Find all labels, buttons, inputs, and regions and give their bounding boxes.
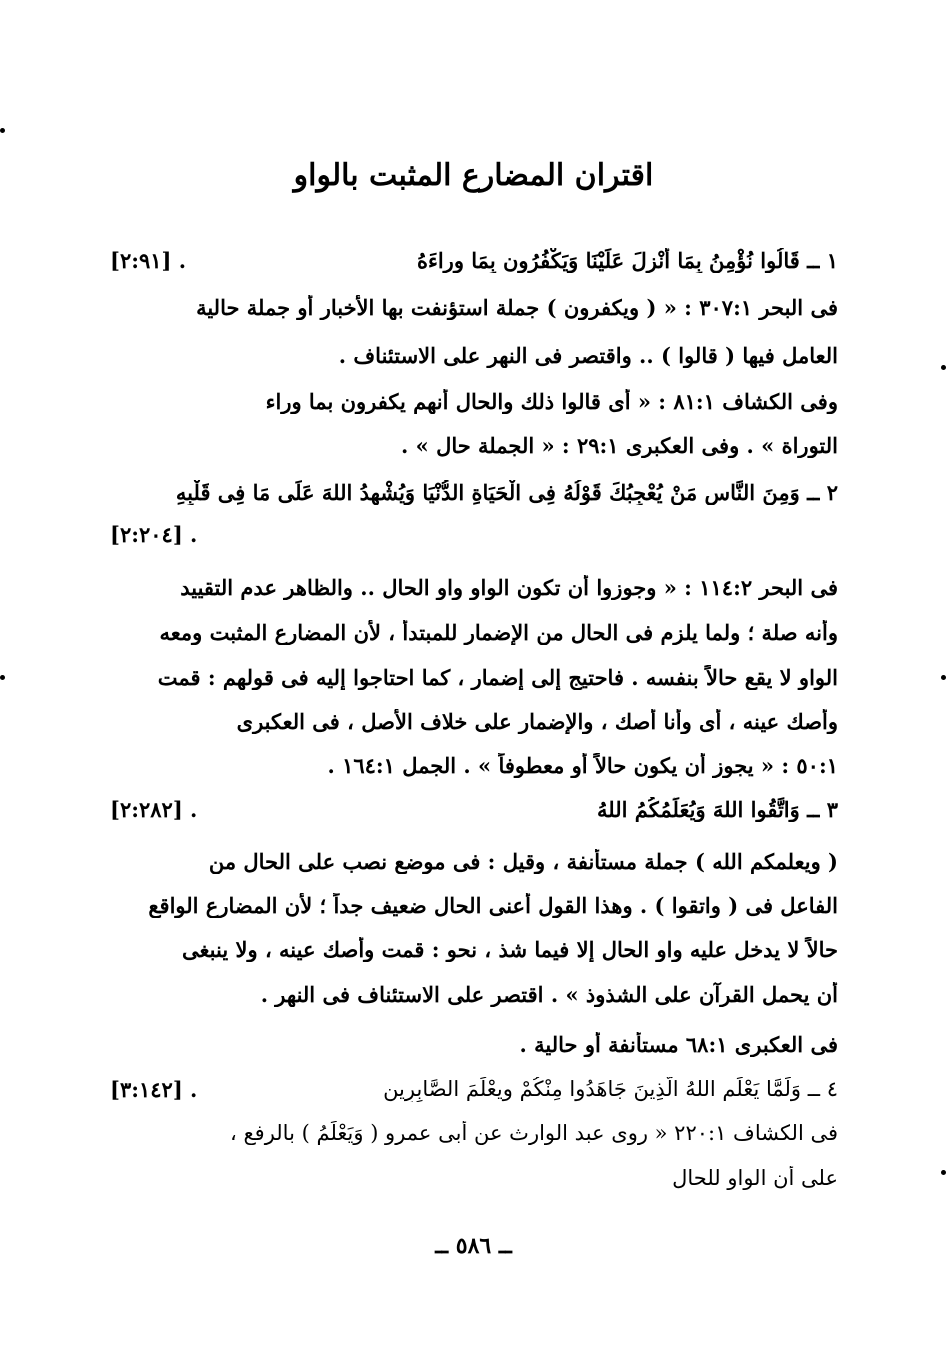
verse-reference: [٢:٢٨٢] . [110,797,198,822]
scan-mark [941,675,946,680]
text-line: وفى الكشاف ٨١:١ : « أى قالوا ذلك والحال أنهم يكفرون بما وراء [265,389,838,414]
verse-text: ١ ــ قَالُوا نُؤْمِنُ بِمَا أُنْزِلَ عَلَيْنَا وَيَكْفُرُون بِمَا وراءَهُ [416,248,838,273]
text-line: فى الكشاف ٢٢٠:١ « روى عبد الوارث عن أبى عمرو ( وَيَعْلَمُ ) بالرفع ، [230,1121,838,1145]
scan-mark [941,1170,946,1175]
verse-line [110,1077,838,1102]
verse-reference-text: [٢:٢٠٤] . [110,522,198,547]
text-line: على أن الواو للحال [672,1166,838,1190]
page-title: اقتران المضارع المثبت بالواو [293,158,654,193]
text-line: فى البحر ١١٤:٢ : « وجوزوا أن تكون الواو واو الحال .. والظاهر عدم التقييد [180,575,838,600]
page-number: ــ ٥٨٦ ــ [435,1233,512,1259]
verse-reference [110,522,838,547]
text-line: وأنه صلة ؛ ولما يلزم فى الحال من الإضمار للمبتدأ ، لأن المضارع المثبت ومعه [159,620,838,645]
text-line: الفاعل فى ( واتقوا ) . وهذا القول أعنى الحال ضعيف جداً ؛ لأن المضارع الواقع [148,893,838,918]
scan-mark [941,365,946,370]
scan-mark [0,675,5,680]
text-line: أن يحمل القرآن على الشذوذ » . اقتصر على الاستئناف فى النهر . [260,982,838,1007]
text-line: حالاً لا يدخل عليه واو الحال إلا فيما شذ ، نحو : قمت وأصك عينه ، ولا ينبغى [182,937,838,962]
text-line: العامل فيها ( قالوا ) .. واقتصر فى النهر على الاستئناف . [338,343,838,368]
verse-reference: [٣:١٤٢] . [110,1077,198,1102]
verse-text: ٤ ــ وَلَمَّا يَعْلَم اللهُ الَّذِينَ جَاهَدُوا مِنْكُمْ ويعْلَمَ الصَّابِرِين [383,1077,838,1101]
text-line: ٥٠:١ : « يجوز أن يكون حالاً أو معطوفاً » . الجمل ١٦٤:١ . [327,753,838,778]
text-line: التوراة » . وفى العكبرى ٢٩:١ : « الجملة حال » . [401,433,838,458]
text-line: ( ويعلمكم الله ) جملة مستأنفة ، وقيل : فى موضع نصب على الحال من [208,849,838,874]
text-line: وأصك عينه ، أى وأنا أصك ، والإضمار على خلاف الأصل ، فى العكبرى [236,709,838,734]
verse-text: ٣ ــ وَاتَّقُوا اللهَ وَيُعَلِّمُكُمُ اللهُ [597,797,838,822]
verse-line: ٢ ــ وَمِنَ النَّاسِ مَنْ يُعْجِبُكَ قَوْلُهُ فِى الْحَيَاةِ الدُّنْيَا وَيُشْهِدُ اللهَ عَلَى مَا فِى قَلْبِهِ [175,480,838,505]
text-line: فى العكبرى ٦٨:١ مستأنفة أو حالية . [519,1032,838,1057]
text-line: الواو لا يقع حالاً بنفسه . فاحتيج إلى إضمار ، كما احتاجوا إليه فى قولهم : قمت [157,665,838,690]
scan-mark [0,128,5,133]
verse-line [110,248,838,273]
verse-line [110,797,838,822]
text-line: فى البحر ٣٠٧:١ : « ( ويكفرون ) جملة استؤنفت بها الأخبار أو جملة حالية [196,295,838,320]
verse-reference: [٢:٩١] . [110,248,187,273]
